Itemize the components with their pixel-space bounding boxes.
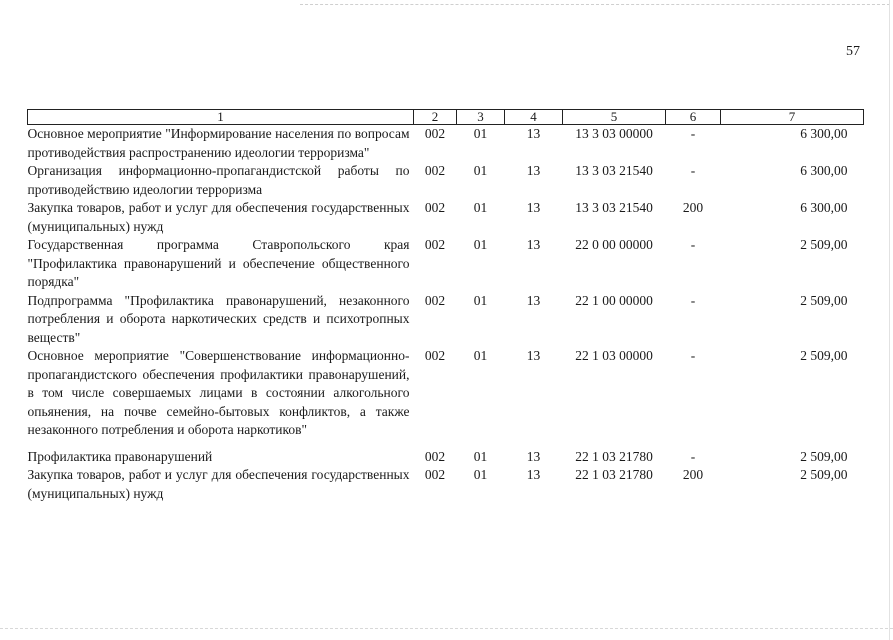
subsection-code: 13: [526, 292, 541, 308]
target-article-code: 13 3 03 21540: [575, 163, 653, 178]
column-header: 6: [666, 110, 721, 125]
row-name: Закупка товаров, работ и услуг для обеспечения государственных (муниципальных) нужд: [27, 200, 410, 234]
subsection-code: 13: [526, 237, 541, 252]
section-code: 01: [473, 163, 488, 178]
scan-edge-top: [300, 4, 890, 5]
header-row: [28, 110, 864, 125]
subsection-code: 13: [526, 163, 541, 178]
amount: 2 509,00: [800, 237, 848, 252]
scan-edge-bottom: [0, 628, 893, 629]
expense-type-code: 200: [682, 467, 704, 482]
column-header: 2: [414, 110, 457, 125]
row-name: Подпрограмма "Профилактика правонарушений, незаконного потребления и оборота наркотических средств и психотропных веществ": [27, 292, 410, 345]
section-code: 01: [473, 467, 488, 482]
table-row: [28, 440, 864, 467]
ministry-code: 002: [424, 163, 446, 178]
target-article-code: 13 3 03 00000: [575, 126, 653, 141]
column-header: 4: [505, 110, 563, 125]
row-name: Организация информационно-пропагандистской работы по противодействию идеологии терроризма: [27, 163, 410, 197]
subsection-code: 13: [526, 467, 541, 482]
expense-type-code: -: [690, 126, 696, 141]
table-header: [28, 110, 864, 125]
ministry-code: 002: [424, 200, 446, 215]
column-header: 1: [28, 110, 414, 125]
section-code: 01: [473, 237, 488, 252]
expense-type-code: -: [690, 292, 696, 308]
subsection-code: 13: [526, 448, 541, 464]
amount: 2 509,00: [800, 292, 848, 308]
ministry-code: 002: [424, 467, 446, 482]
row-name: Государственная программа Ставропольского края "Профилактика правонарушений и обеспечение общественного порядка": [27, 237, 410, 289]
table-row: [28, 292, 864, 348]
target-article-code: 22 0 00 00000: [575, 237, 653, 252]
ministry-code: 002: [424, 292, 446, 308]
section-code: 01: [473, 126, 488, 141]
budget-table: [27, 109, 864, 503]
table-body: [28, 125, 864, 504]
target-article-code: 22 1 03 00000: [575, 348, 653, 363]
scan-edge-right: [889, 0, 890, 640]
section-code: 01: [473, 448, 488, 464]
column-header: 5: [563, 110, 666, 125]
page-number: 57: [846, 44, 860, 59]
table-row: [28, 162, 864, 199]
table-row: [28, 236, 864, 292]
amount: 2 509,00: [800, 448, 848, 464]
column-header: 3: [457, 110, 505, 125]
expense-type-code: -: [690, 237, 696, 252]
amount: 2 509,00: [800, 348, 848, 363]
expense-type-code: -: [690, 348, 696, 363]
amount: 6 300,00: [800, 163, 848, 178]
expense-type-code: -: [690, 163, 696, 178]
amount: 6 300,00: [800, 126, 848, 141]
section-code: 01: [473, 292, 488, 308]
row-name: Профилактика правонарушений: [27, 448, 213, 464]
column-header: 7: [721, 110, 864, 125]
target-article-code: 22 1 03 21780: [575, 448, 653, 464]
subsection-code: 13: [526, 200, 541, 215]
target-article-code: 22 1 00 00000: [575, 292, 653, 308]
expense-type-code: 200: [682, 200, 704, 215]
expense-type-code: -: [690, 448, 696, 464]
target-article-code: 22 1 03 21780: [575, 467, 653, 482]
table-row: [28, 466, 864, 503]
subsection-code: 13: [526, 126, 541, 141]
row-name: Основное мероприятие "Информирование населения по вопросам противодействия распространению идеологии терроризма": [27, 126, 410, 160]
row-name: Основное мероприятие "Совершенствование информационно-пропагандистского обеспечения профилактики правонарушений, в том числе совершаемых лицами в состоянии алкогольного опьянения, на почве семейно-бытовых конфликтов, а также незаконного потребления и оборота наркотиков": [27, 348, 410, 437]
ministry-code: 002: [424, 237, 446, 252]
ministry-code: 002: [424, 126, 446, 141]
ministry-code: 002: [424, 348, 446, 363]
table-row: [28, 199, 864, 236]
table-row: [28, 125, 864, 163]
section-code: 01: [473, 200, 488, 215]
ministry-code: 002: [424, 448, 446, 464]
row-name: Закупка товаров, работ и услуг для обеспечения государственных (муниципальных) нужд: [27, 467, 410, 501]
amount: 2 509,00: [800, 467, 848, 482]
amount: 6 300,00: [800, 200, 848, 215]
subsection-code: 13: [526, 348, 541, 363]
target-article-code: 13 3 03 21540: [575, 200, 653, 215]
section-code: 01: [473, 348, 488, 363]
table-row: [28, 347, 864, 440]
